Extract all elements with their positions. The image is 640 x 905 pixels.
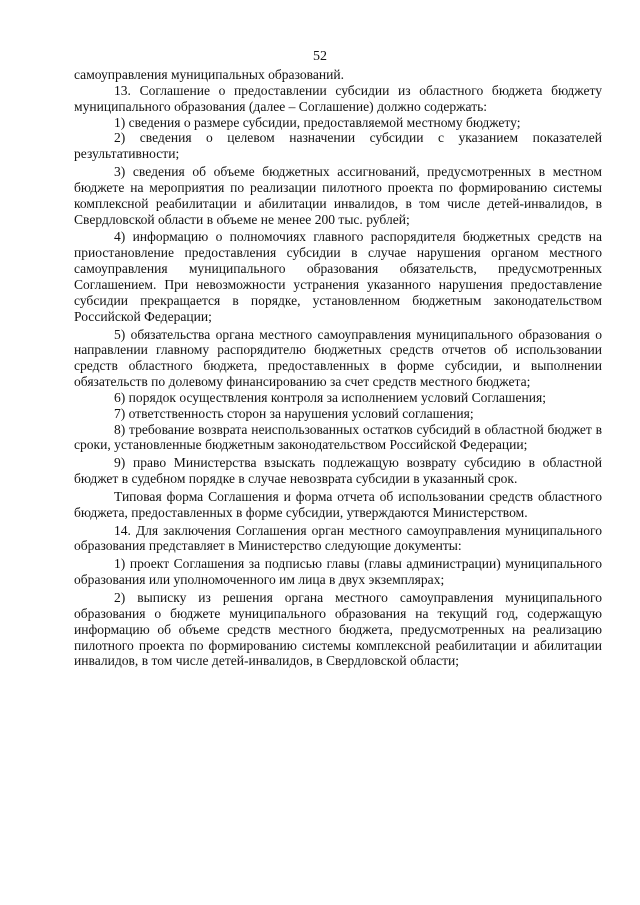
list-item-3: 3) сведения об объеме бюджетных ассигнований, предусмотренных в местном бюджете на мероприятия по реализации пилотного проекта по формированию системы комплексной реабилитации и абилитации инвалидов, в том числе детей-инвалидов, в Свердловской области в объеме не менее 200 тыс. рублей; bbox=[74, 164, 602, 227]
paragraph-14: 14. Для заключения Соглашения орган местного самоуправления муниципального образования представляет в Министерство следующие документы: bbox=[74, 522, 602, 554]
list-item-7: 7) ответственность сторон за нарушения условий соглашения; bbox=[114, 405, 474, 421]
list-item-5: 5) обязательства органа местного самоуправления муниципального образования о направлении главному распорядителю бюджетных средств отчетов об использовании средств областного бюджета, предоставленных в форме субсидии, и выполнении обязательств по долевому финансированию за счет средств местного бюджета; bbox=[74, 326, 602, 390]
paragraph-continuation: самоуправления муниципальных образований. bbox=[74, 67, 344, 82]
list-item-6: 6) порядок осуществления контроля за исполнением условий Соглашения; bbox=[114, 389, 546, 405]
list-item-2: 2) сведения о целевом назначении субсидии с указанием показателей результативности; bbox=[74, 130, 602, 162]
document-item-2: 2) выписку из решения органа местного самоуправления муниципального образования о бюджете муниципального образования на текущий год, содержащую информацию об объеме средств местного бюджета, предусмотренных на реализацию пилотного проекта по формированию системы комплексной реабилитации и абилитации инвалидов, в том числе детей-инвалидов, в Свердловской области; bbox=[74, 590, 602, 669]
list-item-9: 9) право Министерства взыскать подлежащую возврату субсидию в областной бюджет в судебном порядке в случае невозврата субсидии в указанный срок. bbox=[74, 455, 602, 487]
document-item-1: 1) проект Соглашения за подписью главы (главы администрации) муниципального образования или уполномоченного им лица в двух экземплярах; bbox=[74, 556, 602, 588]
list-item-1: 1) сведения о размере субсидии, предоставляемой местному бюджету; bbox=[114, 114, 521, 130]
page-number: 52 bbox=[313, 49, 327, 64]
document-body bbox=[74, 67, 602, 669]
paragraph-typical-form: Типовая форма Соглашения и форма отчета об использовании средств областного бюджета, предоставленных в форме субсидии, утверждаются Министерством. bbox=[74, 488, 602, 520]
list-item-8: 8) требование возврата неиспользованных остатков субсидий в областной бюджет в сроки, установленные бюджетным законодательством Российской Федерации; bbox=[74, 421, 602, 453]
paragraph-13: 13. Соглашение о предоставлении субсидии из областного бюджета бюджету муниципального образования (далее – Соглашение) должно содержать: bbox=[74, 82, 602, 114]
list-item-4: 4) информацию о полномочиях главного распорядителя бюджетных средств на приостановление предоставления субсидии в случае нарушения органом местного самоуправления муниципального образования обязательств, предусмотренных Соглашением. При невозможности устранения указанного нарушения предоставление субсидии прекращается в порядке, установленном бюджетным законодательством Российской Федерации; bbox=[74, 229, 602, 324]
